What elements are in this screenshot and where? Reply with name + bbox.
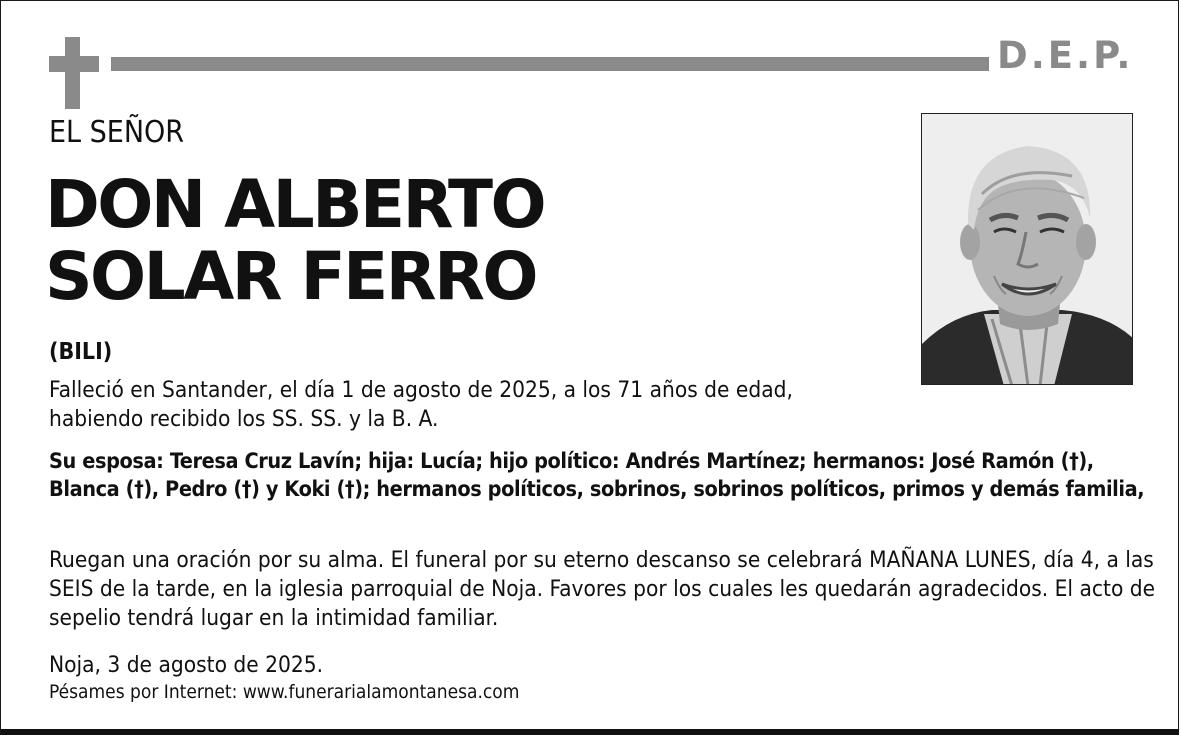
name-line-2: SOLAR FERRO xyxy=(45,238,536,315)
title-prefix: EL SEÑOR xyxy=(49,115,185,150)
place-date: Noja, 3 de agosto de 2025. xyxy=(49,652,324,678)
family-text: Su esposa: Teresa Cruz Lavín; hija: Lucía; hijo político: Andrés Martínez; hermanos: José Ramón (†), Blanca (†), Pedro (†) y Koki (†); hermanos políticos, sobrinos, sobrinos políticos, primos y demás familia, xyxy=(49,449,1145,502)
deceased-name xyxy=(45,166,545,315)
cross-vertical-bar xyxy=(65,37,80,109)
portrait-photo xyxy=(921,113,1133,385)
header-rule xyxy=(111,57,989,71)
funeral-text: Ruegan una oración por su alma. El funeral por su eterno descanso se celebrará MAÑANA LUNES, día 4, a las SEIS de la tarde, en la iglesia parroquial de Noja. Favores por los cuales les quedarán agradecidos. El acto de sepelio tendrá lugar en la intimidad familiar. xyxy=(49,547,1156,631)
cross-horizontal-bar xyxy=(49,56,99,72)
condolences-link-text: Pésames por Internet: www.funerarialamontanesa.com xyxy=(49,681,520,703)
death-notice-text: Falleció en Santander, el día 1 de agosto de 2025, a los 71 años de edad, habiendo recibido los SS. SS. y la B. A. xyxy=(49,377,793,432)
dep-label: D.E.P. xyxy=(997,34,1134,77)
name-line-1: DON ALBERTO xyxy=(45,166,545,243)
nickname: (BILI) xyxy=(49,339,113,365)
